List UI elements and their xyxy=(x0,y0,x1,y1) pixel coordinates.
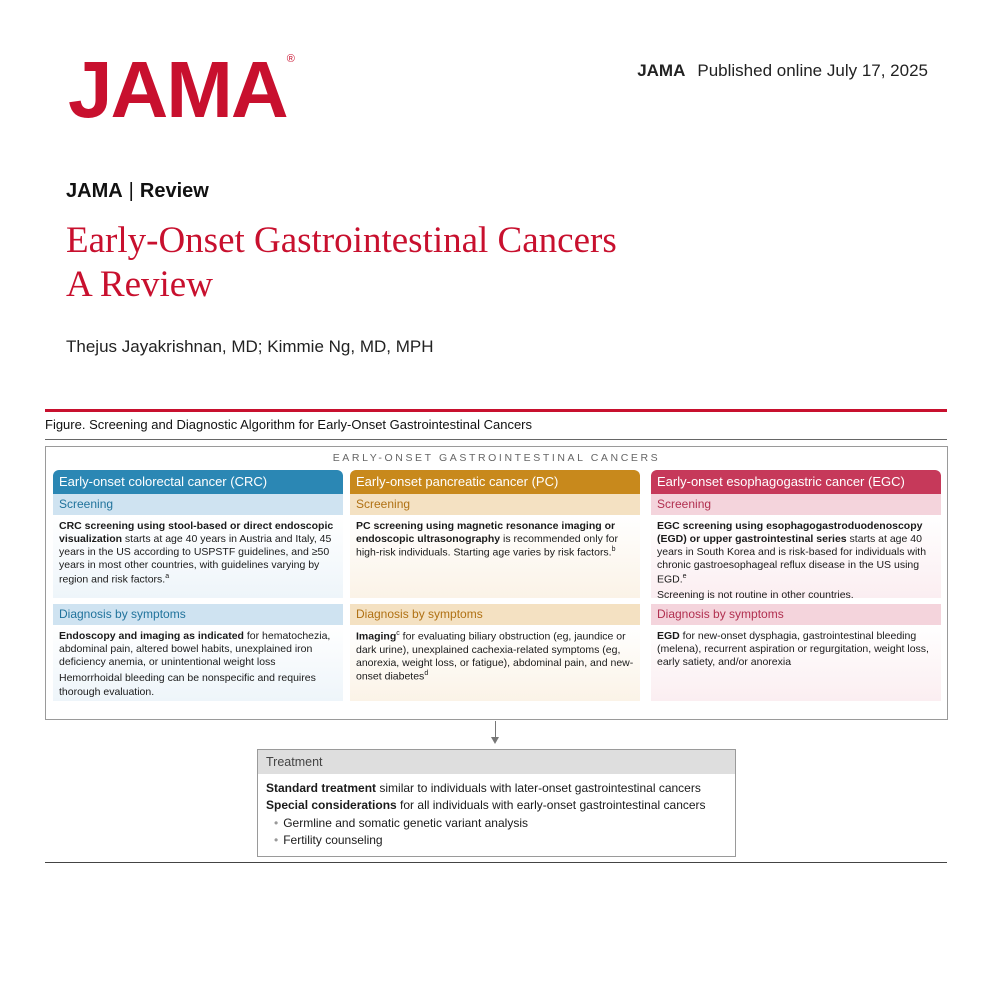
crc-diagnosis-text: Endoscopy and imaging as indicated for hematochezia, abdominal pain, altered bowel habits, unexplained iron deficiency anemia, or unintentional weight loss Hemorrhoidal bleeding can be nonspecific and requires thorough evaluation. xyxy=(53,625,343,701)
egc-screening-text: EGC screening using esophagogastroduodenoscopy (EGD) or upper gastrointestinal series starts at age 40 years in South Korea and is risk-based for individuals with chronic gastroesophageal reflux disease in the US using EGD.$^e$ Screening is not routine in other countries. xyxy=(651,515,941,598)
article-section-label: JAMA | Review xyxy=(66,180,209,202)
article-title xyxy=(66,219,617,308)
treatment-bullet: • Fertility counseling xyxy=(274,832,727,849)
crc-diagnosis-label: Diagnosis by symptoms xyxy=(53,604,343,625)
treatment-text: Standard treatment similar to individuals with later-onset gastrointestinal cancers Special considerations for all individuals with early-onset gastrointestinal cancers • Germline and somatic genetic variant analysis • Fertility counseling xyxy=(258,774,735,856)
crc-column xyxy=(53,470,343,701)
treatment-bullets xyxy=(266,815,727,850)
journal-name: JAMA xyxy=(637,61,686,80)
flow-arrow-icon xyxy=(491,737,499,744)
figure-bottom-rule xyxy=(45,862,947,863)
pc-diagnosis-label: Diagnosis by symptoms xyxy=(350,604,640,625)
jama-logo: JAMA® xyxy=(68,45,295,134)
publication-date: Published online July 17, 2025 xyxy=(697,61,928,80)
figure-caption: Figure. Screening and Diagnostic Algorithm for Early-Onset Gastrointestinal Cancers xyxy=(45,417,532,432)
egc-diagnosis-label: Diagnosis by symptoms xyxy=(651,604,941,625)
pc-column xyxy=(350,470,640,701)
title-line-1: Early-Onset Gastrointestinal Cancers xyxy=(66,220,617,261)
egc-diagnosis-text: EGD for new-onset dysphagia, gastrointestinal bleeding (melena), recurrent aspiration or regurgitation, weight loss, early satiety, and/or anorexia xyxy=(651,625,941,701)
registered-mark: ® xyxy=(286,53,295,65)
treatment-box xyxy=(257,749,736,857)
figure-top-rule xyxy=(45,409,947,412)
treatment-label: Treatment xyxy=(258,750,735,774)
egc-header: Early-onset esophagogastric cancer (EGC) xyxy=(651,470,941,494)
pc-screening-text: PC screening using magnetic resonance imaging or endoscopic ultrasonography is recommended only for high-risk individuals. Starting age varies by risk factors.$^b$ xyxy=(350,515,640,598)
egc-screening-label: Screening xyxy=(651,494,941,515)
cancer-group-label: EARLY-ONSET GASTROINTESTINAL CANCERS xyxy=(332,452,661,464)
title-line-2: A Review xyxy=(66,264,213,306)
figure-caption-rule xyxy=(45,439,947,440)
treatment-bullet: • Germline and somatic genetic variant analysis xyxy=(274,815,727,832)
egc-column xyxy=(651,470,941,701)
pc-header: Early-onset pancreatic cancer (PC) xyxy=(350,470,640,494)
crc-screening-text: CRC screening using stool-based or direct endoscopic visualization starts at age 40 years in Austria and Italy, 45 years in the US according to USPSTF guidelines, and ≥50 years in most other countries, with guidelines varying by region and risk factors.$^a$ xyxy=(53,515,343,598)
pc-diagnosis-text: Imaging$^c$ for evaluating biliary obstruction (eg, jaundice or dark urine), unexplained cachexia-related symptoms (eg, anorexia, weight loss, or fatigue), abdominal pain, and new-onset diabetes$^d$ xyxy=(350,625,640,701)
publication-info xyxy=(637,61,928,81)
pc-screening-label: Screening xyxy=(350,494,640,515)
crc-screening-label: Screening xyxy=(53,494,343,515)
authors: Thejus Jayakrishnan, MD; Kimmie Ng, MD, MPH xyxy=(66,337,434,356)
crc-header: Early-onset colorectal cancer (CRC) xyxy=(53,470,343,494)
